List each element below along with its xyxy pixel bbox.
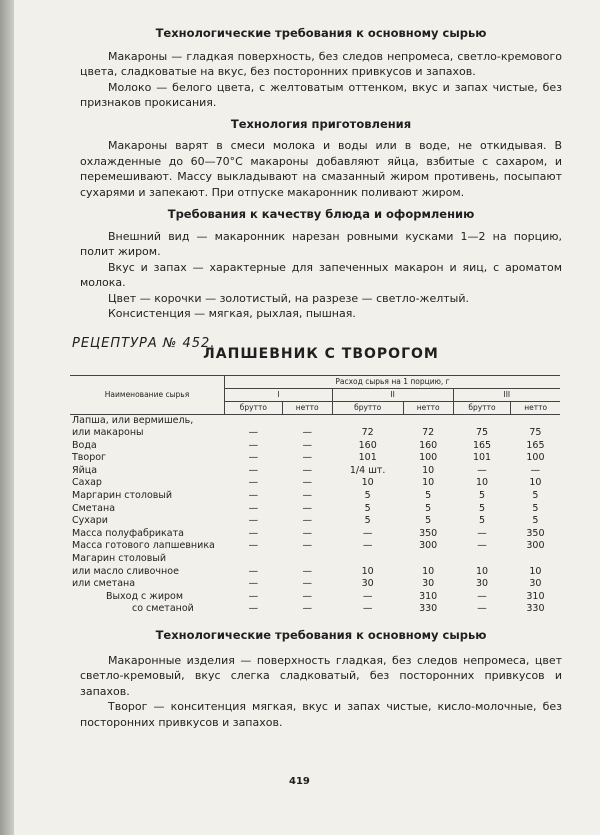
cell-value: 75 [475, 427, 489, 439]
table-row [70, 427, 560, 440]
ingredient-name: или макароны [72, 427, 144, 439]
cell-value: — [248, 427, 259, 439]
section3-heading: Требования к качеству блюда и оформлению [167, 207, 475, 221]
cell-value [332, 414, 403, 427]
ingredient-name: Сахар [72, 477, 102, 489]
ingredient-name: Вода [72, 439, 97, 451]
cell-value: 310 [526, 590, 545, 602]
cell-value: — [248, 439, 259, 451]
section1-heading: Технологические требования к основному сырью [155, 26, 487, 40]
ingredient-name: Масса готового лапшевника [72, 540, 215, 552]
ingredient-name: Выход с жиром [106, 590, 184, 602]
cell-value: 10 [475, 477, 489, 489]
cell-value: 75 [529, 427, 542, 439]
sub-header: нетто [403, 401, 453, 414]
cell-value [453, 553, 511, 566]
section4-heading: Технологические требования к основному сырью [155, 628, 487, 642]
cell-value: 350 [419, 527, 438, 539]
cell-value: — [302, 527, 312, 539]
cell-value [453, 414, 511, 427]
table-row [70, 553, 560, 566]
sub-header: брутто [332, 401, 403, 414]
cell-value: — [248, 477, 259, 489]
ingredient-name: Творог [72, 452, 107, 464]
ingredient-name: Маргарин столовый [72, 490, 173, 502]
section3-paragraph: Консистенция — мягкая, рыхлая, пышная. [108, 307, 356, 320]
ingredient-name: со сметаной [132, 603, 194, 615]
section2-paragraph: Макароны варят в смеси молока и воды или в воде, не откидывая. В охлажденные до 60—70°С макароны добавляют яйца, взбитые с сахаром, и перемешивают. Массу выкладывают на смазанный жиром противень, посыпают сухарями и запекают. При отпуске макаронник поливают жиром. [80, 139, 562, 199]
cell-value: — [477, 540, 487, 552]
cell-value: — [530, 464, 541, 476]
cell-value: 101 [358, 452, 377, 464]
table-row [70, 528, 560, 541]
cell-value: 5 [532, 490, 539, 502]
cell-value: 5 [532, 502, 539, 514]
table-row [70, 503, 560, 516]
cell-value: — [302, 578, 312, 590]
cell-value: — [248, 452, 259, 464]
section1-paragraph: Молоко — белого цвета, с желтоватым оттенком, вкус и запах чистые, без признаков прокисания. [80, 80, 562, 109]
ingredient-name: Магарин столовый [72, 553, 166, 565]
ingredient-name: Масса полуфабриката [72, 527, 184, 539]
table-row [70, 440, 560, 453]
cell-value: — [362, 590, 373, 602]
ingredient-name: Лапша, или вермишель, [72, 414, 194, 426]
cell-value: — [362, 540, 373, 552]
cell-value: — [248, 590, 259, 602]
table-row [70, 578, 560, 591]
cell-value: 30 [475, 578, 489, 590]
sub-header: нетто [282, 401, 332, 414]
page-number: 419 [289, 776, 310, 787]
cell-value: 330 [526, 603, 545, 615]
cell-value: — [302, 427, 312, 439]
cell-value: 72 [361, 427, 374, 439]
section2-heading: Технология приготовления [230, 116, 412, 131]
cell-value: 165 [472, 439, 492, 451]
cell-value: — [248, 527, 259, 539]
cell-value: 5 [425, 502, 432, 514]
group-label: III [453, 388, 560, 401]
cell-value: — [477, 590, 487, 602]
cell-value: 5 [425, 490, 432, 502]
cell-value: 5 [364, 515, 371, 527]
cell-value: 1/4 шт. [349, 464, 386, 476]
cell-value: 165 [526, 439, 545, 451]
group-header: Расход сырья на 1 порцию, г [225, 375, 561, 388]
group-label: I [225, 388, 333, 401]
cell-value [511, 414, 560, 427]
cell-value: — [302, 565, 312, 577]
cell-value [225, 553, 283, 566]
section4-paragraph: Творог — конситенция мягкая, вкус и запах чистые, кисло-молочные, без посторонних привкусов и запахов. [80, 700, 562, 729]
table-row [70, 566, 560, 579]
cell-value: 10 [422, 464, 435, 476]
cell-value: 160 [419, 439, 438, 451]
table-row [70, 515, 560, 528]
table-body [70, 414, 560, 616]
recipe-title: ЛАПШЕВНИК С ТВОРОГОМ [203, 346, 439, 362]
cell-value [282, 553, 332, 566]
cell-value [225, 414, 283, 427]
cell-value: 100 [419, 452, 438, 464]
cell-value: 10 [529, 477, 542, 489]
ingredient-name: или сметана [72, 578, 136, 590]
ingredient-name: Сухари [72, 515, 108, 527]
cell-value: 10 [475, 565, 489, 577]
cell-value: — [302, 515, 312, 527]
cell-value: 101 [472, 452, 492, 464]
cell-value: 5 [478, 502, 486, 514]
section1-paragraph: Макароны — гладкая поверхность, без следов непромеса, светло-кремового цвета, сладковатые на вкус, без посторонних привкусов и запахов. [80, 49, 562, 78]
col-name-header: Наименование сырья [70, 375, 225, 414]
cell-value: — [477, 603, 487, 615]
cell-value: 5 [478, 490, 486, 502]
cell-value: — [477, 527, 487, 539]
ingredients-table [70, 375, 560, 617]
table-row [70, 603, 560, 616]
ingredient-name: или масло сливочное [72, 565, 179, 577]
cell-value: — [362, 603, 373, 615]
cell-value: — [362, 527, 373, 539]
cell-value: 5 [478, 515, 486, 527]
table-row [70, 477, 560, 490]
cell-value: 10 [529, 565, 542, 577]
cell-value [403, 553, 453, 566]
cell-value: 72 [422, 427, 435, 439]
cell-value: 30 [529, 578, 542, 590]
cell-value: 30 [422, 578, 435, 590]
cell-value: — [302, 603, 312, 615]
cell-value: — [302, 490, 312, 502]
cell-value: — [302, 477, 312, 489]
sub-header: брутто [225, 401, 283, 414]
recipe-number: РЕЦЕПТУРА № 452. [72, 335, 216, 351]
cell-value: — [248, 540, 259, 552]
cell-value: 330 [419, 603, 438, 615]
cell-value: — [248, 502, 259, 514]
cell-value [403, 414, 453, 427]
table-row [70, 465, 560, 478]
cell-value: — [248, 490, 259, 502]
cell-value [282, 414, 332, 427]
section3-paragraph: Вкус и запах — характерные для запеченных макарон и яиц, с ароматом молока. [80, 260, 562, 289]
cell-value: — [477, 464, 487, 476]
cell-value: — [248, 515, 259, 527]
cell-value [332, 553, 403, 566]
sub-header: брутто [453, 401, 511, 414]
table-row [70, 540, 560, 553]
table-row [70, 414, 560, 427]
cell-value: — [302, 502, 312, 514]
cell-value: — [248, 603, 259, 615]
cell-value: 10 [361, 565, 374, 577]
cell-value: — [302, 540, 312, 552]
cell-value: 30 [361, 578, 374, 590]
cell-value: — [248, 565, 259, 577]
cell-value: 350 [526, 527, 545, 539]
cell-value: 100 [526, 452, 545, 464]
cell-value: — [248, 578, 259, 590]
cell-value: 310 [419, 590, 438, 602]
section4-paragraph: Макаронные изделия — поверхность гладкая, без следов непромеса, цвет светло-кремовый, вкус слегка сладковатый, без посторонних привкусов и запахов. [80, 653, 562, 698]
cell-value: 10 [422, 565, 435, 577]
cell-value: 300 [526, 540, 545, 552]
cell-value: 5 [425, 515, 432, 527]
cell-value: — [248, 464, 259, 476]
group-label: II [332, 388, 453, 401]
ingredient-name: Сметана [72, 502, 116, 514]
book-gutter [0, 0, 14, 835]
table-row [70, 591, 560, 604]
cell-value: 5 [364, 502, 371, 514]
ingredient-name: Яйца [72, 464, 98, 476]
cell-value [511, 553, 560, 566]
cell-value: — [302, 590, 312, 602]
page-content [72, 26, 562, 730]
cell-value: 300 [419, 540, 438, 552]
cell-value: 160 [358, 439, 377, 451]
cell-value: 10 [361, 477, 374, 489]
cell-value: — [302, 452, 312, 464]
cell-value: 5 [532, 515, 539, 527]
cell-value: 5 [364, 490, 371, 502]
section3-paragraph: Цвет — корочки — золотистый, на разрезе — светло-желтый. [108, 291, 469, 305]
cell-value: — [302, 464, 312, 476]
table-row [70, 490, 560, 503]
sub-header: нетто [511, 401, 560, 414]
cell-value: — [302, 439, 312, 451]
cell-value: 10 [422, 477, 435, 489]
table-row [70, 452, 560, 465]
section3-paragraph: Внешний вид — макаронник нарезан ровными кусками 1—2 на порцию, полит жиром. [80, 229, 562, 258]
